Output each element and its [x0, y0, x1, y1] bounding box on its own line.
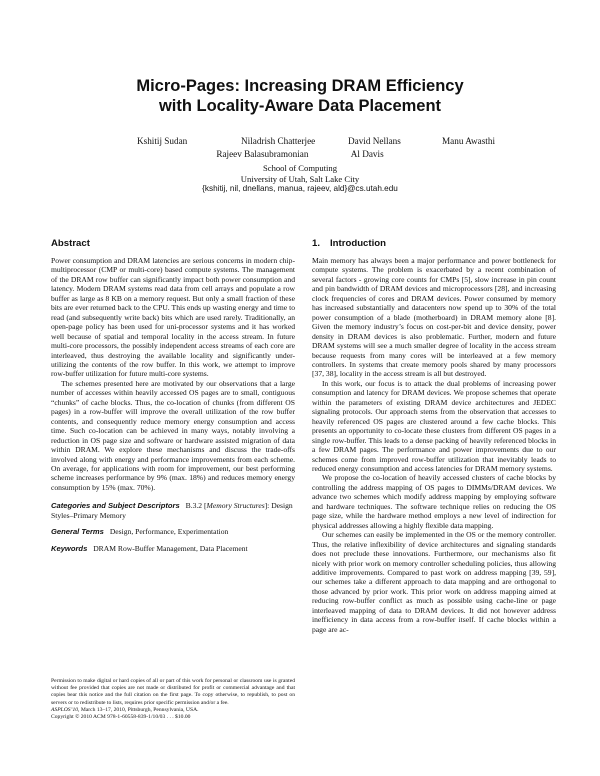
- author-emails: {kshitij, nil, dnellans, manua, rajeev, ald}@cs.utah.edu: [202, 184, 398, 193]
- venue-details: March 13–17, 2010, Pittsburgh, Pennsylvania, USA.: [79, 706, 199, 713]
- categories-code: B.3.2 [: [185, 501, 207, 511]
- affiliation-university: University of Utah, Salt Lake City: [240, 173, 360, 184]
- author-name: Niladrish Chatterjee: [241, 136, 316, 146]
- title-line-1: Micro-Pages: Increasing DRAM Efficiency: [136, 77, 464, 95]
- section-number: 1.: [312, 238, 321, 249]
- categories-rest: ]: Design Styles–Primary Memory: [51, 501, 293, 520]
- keywords-label: Keywords: [51, 543, 88, 553]
- section-title: Introduction: [330, 238, 386, 249]
- general-terms-value: Design, Performance, Experimentation: [109, 527, 229, 537]
- title-line-2: with Locality-Aware Data Placement: [158, 97, 442, 115]
- permission-text: Permission to make digital or hard copies of all or part of this work for personal or classroom use is granted without fee provided that copies are not made or distributed for profit or commercial advantage and that copies bear this notice and the full citation on the first page. To copy otherwise, to republish, to post on servers or to redistribute to lists, requires prior specific permission and/or a fee.: [51, 678, 295, 706]
- venue-name: ASPLOS’10,: [51, 706, 80, 713]
- categories-label: Categories and Subject Descriptors: [51, 501, 180, 511]
- author-name: Rajeev Balasubramonian: [216, 149, 309, 159]
- introduction-heading: [312, 238, 556, 250]
- author-name: Manu Awasthi: [442, 136, 496, 146]
- intro-paragraph-2: In this work, our focus is to attack the dual problems of increasing power consumption and latency for DRAM devices. We propose schemes that operate within the parameters of existing DRAM device architectures and JEDEC signaling protocols. Our approach stems from the observation that accesses to heavily referenced OS pages are clustered around a few cache blocks. This presents an opportunity to co-locate these clusters from different OS pages in a single row-buffer. This leads to a dense packing of heavily referenced blocks in a few DRAM pages. The performance and power improvements due to our schemes come from improved row-buffer utilization that inevitably leads to reduced energy consumption and access latencies for DRAM memory systems.: [312, 378, 556, 473]
- venue-line: [51, 707, 295, 714]
- affiliation-school: School of Computing: [262, 163, 337, 173]
- categories-italic: Memory Structures: [206, 501, 265, 511]
- permission-footnote: [51, 678, 295, 721]
- keywords-value: DRAM Row-Buffer Management, Data Placement: [93, 543, 248, 553]
- keywords-block: [51, 544, 295, 553]
- left-column: [51, 238, 295, 553]
- intro-paragraph-3: We propose the co-location of heavily accessed clusters of cache blocks by controlling the address mapping of OS pages to DIMMs/DRAM devices. We advance two schemes which modify address mapping by employing software and hardware techniques. The software technique relies on reducing the OS page size, while the hardware method employs a new level of indirection for physical addresses allowing a highly flexible data mapping.: [312, 473, 556, 530]
- general-terms-label: General Terms: [51, 527, 104, 537]
- paper-title: [0, 76, 600, 116]
- intro-paragraph-1: Main memory has always been a major performance and power bottleneck for compute systems. The problem is exacerbated by a recent combination of several factors - growing core counts for CMPs [5], slow increase in pin count and pin bandwidth of DRAM devices and microprocessors [28], and increasing clock frequencies of cores and DRAM devices. Power consumed by memory has increased substantially and datacenters now spend up to 30% of the total power consumption of a blade (motherboard) in DRAM memory alone [8]. Given the memory industry’s focus on cost-per-bit and device density, power density in DRAM devices is also problematic. Further, modern and future DRAM systems will see a much smaller degree of locality in the access stream because requests from many cores will be interleaved at a few memory controllers. In systems that create memory pools shared by many processors [37, 38], locality in the access stream is all but destroyed.: [312, 256, 556, 379]
- affiliation: [0, 163, 600, 195]
- intro-paragraph-4: Our schemes can easily be implemented in the OS or the memory controller. Thus, the relative inflexibility of device architectures and signaling standards does not preclude these innovations. Furthermore, our mechanisms also fit nicely with prior work on memory controller scheduling policies, thus allowing additive improvements. Compared to past work on address mapping [39, 59], our schemes take a different approach to data mapping and are orthogonal to those advanced by prior work. This prior work on address mapping aimed at reducing row-buffer conflict as much as possible using cache-line or page interleaved mapping of data to DRAM devices. It did not however address inefficiency in data access from a row-buffer itself. If cache blocks within a page are ac-: [312, 530, 556, 634]
- copyright-line: Copyright © 2010 ACM 978-1-60558-839-1/10/03 . . . $10.00: [51, 714, 191, 721]
- abstract-heading: Abstract: [51, 238, 90, 249]
- author-list: [0, 135, 600, 161]
- categories-block: [51, 501, 295, 520]
- author-name: David Nellans: [348, 136, 401, 146]
- abstract-paragraph-1: Power consumption and DRAM latencies are serious concerns in modern chip-multiprocessor (CMP or multi-core) based compute systems. The management of the DRAM row buffer can significantly impact both power consumption and latency. Modern DRAM systems read data from cell arrays and populate a row buffer as large as 8 KB on a memory request. But only a small fraction of these bits are ever returned back to the CPU. This ends up wasting energy and time to read (and subsequently write back) bits which are used rarely. Traditionally, an open-page policy has been used for uni-processor systems and it has worked well because of spatial and temporal locality in the access stream. In future multi-core processors, the possibly independent access streams of each core are interleaved, thus destroying the available locality and significantly under-utilizing the contents of the row buffer. In this work, we attempt to improve row-buffer utilization for future multi-core systems.: [51, 256, 295, 379]
- general-terms-block: [51, 527, 295, 536]
- author-name: Kshitij Sudan: [137, 136, 188, 146]
- abstract-paragraph-2: The schemes presented here are motivated by our observations that a large number of accesses within heavily accessed OS pages are to small, contiguous “chunks” of cache blocks. Thus, the co-location of chunks (from different OS pages) in a row-buffer will improve the overall utilization of the row buffer contents, and consequently reduce memory energy consumption and access time. Such co-location can be achieved in many ways, notably involving a reduction in OS page size and software or hardware assisted migration of data within DRAM. We explore these mechanisms and discuss the trade-offs involved along with energy and performance improvements from each scheme. On average, for applications with room for improvement, our best performing scheme increases performance by 9% (max. 18%) and reduces memory energy consumption by 15% (max. 70%).: [51, 378, 295, 492]
- right-column: [312, 238, 556, 634]
- author-name: Al Davis: [350, 149, 384, 159]
